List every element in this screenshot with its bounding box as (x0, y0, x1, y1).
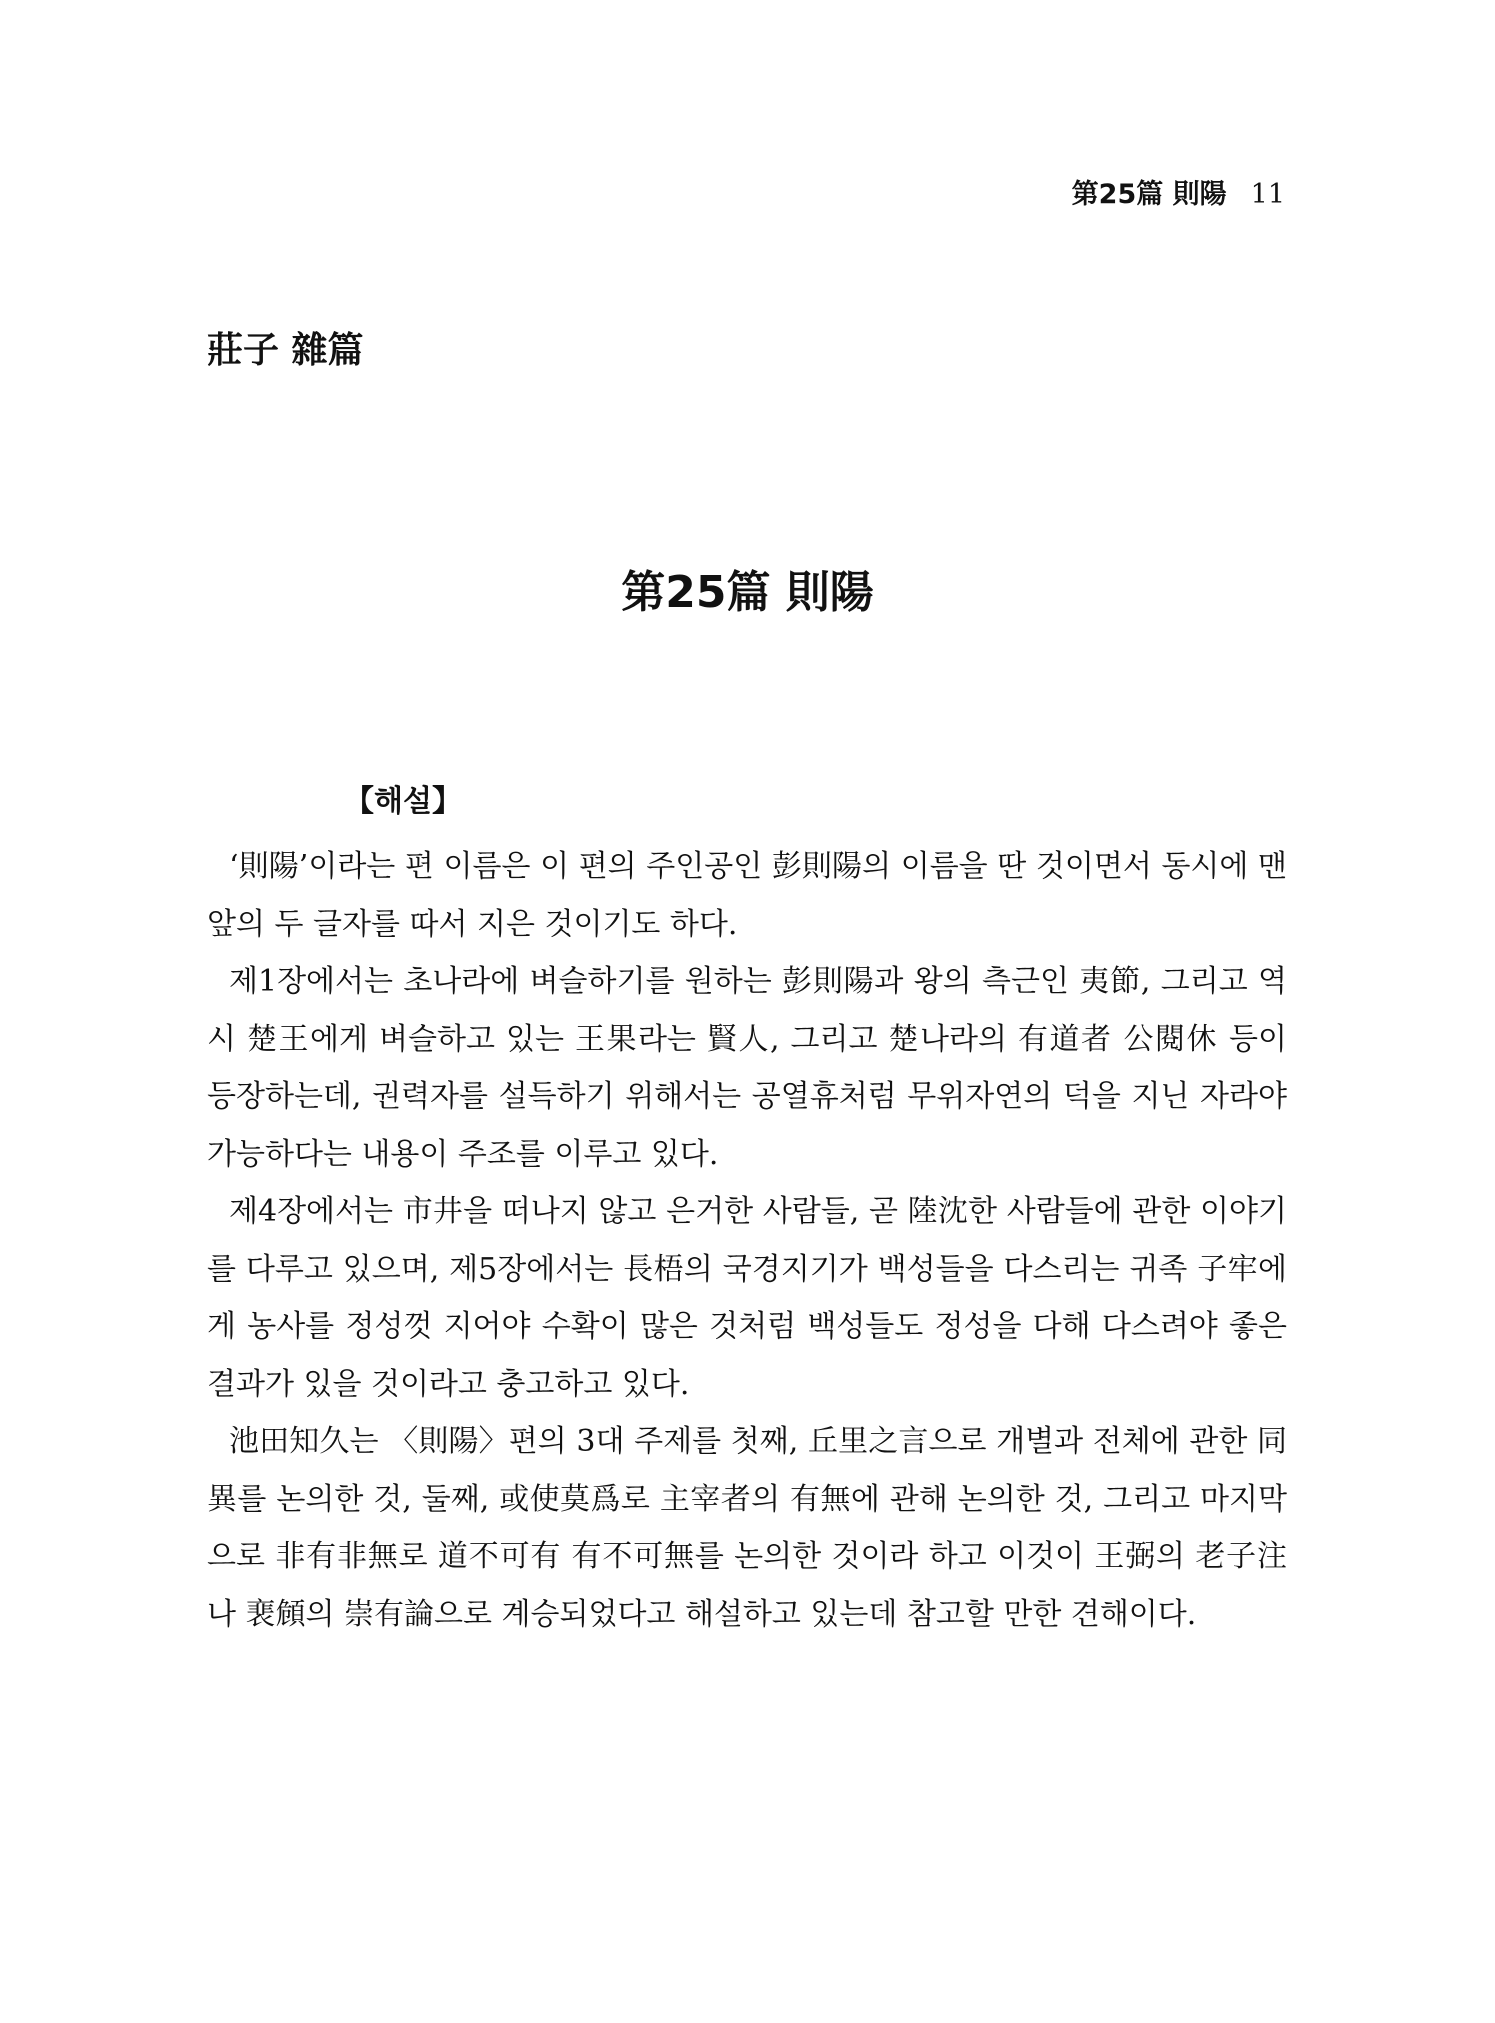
running-header-title: 第25篇 則陽 (1071, 179, 1227, 210)
book-title: 莊子 雜篇 (207, 330, 364, 371)
paragraph-1: ‘則陽’이라는 편 이름은 이 편의 주인공인 彭則陽의 이름을 딴 것이면서 동시에 맨 앞의 두 글자를 따서 지은 것이기도 하다. (207, 849, 1287, 942)
paragraph-3: 제4장에서는 市井을 떠나지 않고 은거한 사람들, 곧 陸沈한 사람들에 관한 이야기를 다루고 있으며, 제5장에서는 長梧의 국경지기가 백성들을 다스리는 귀족 子牢에게 농사를 정성껏 지어야 수확이 많은 것처럼 백성들도 정성을 다해 다스려야 좋은 결과가 있을 것이라고 충고하고 있다. (207, 1194, 1287, 1402)
body-text (207, 838, 1287, 1643)
section-heading: 【해설】 (344, 784, 462, 819)
chapter-title: 第25篇 則陽 (621, 567, 874, 618)
paragraph-2: 제1장에서는 초나라에 벼슬하기를 원하는 彭則陽과 왕의 측근인 夷節, 그리고 역시 楚王에게 벼슬하고 있는 王果라는 賢人, 그리고 楚나라의 有道者 公閱休 등이 등장하는데, 권력자를 설득하기 위해서는 공열휴처럼 무위자연의 덕을 지닌 자라야 가능하다는 내용이 주조를 이루고 있다. (207, 964, 1287, 1172)
paragraph-4: 池田知久는 〈則陽〉편의 3대 주제를 첫째, 丘里之言으로 개별과 전체에 관한 同異를 논의한 것, 둘째, 或使莫爲로 主宰者의 有無에 관해 논의한 것, 그리고 마지막으로 非有非無로 道不可有 有不可無를 논의한 것이라 하고 이것이 王弼의 老子注나 裵頠의 崇有論으로 계승되었다고 해설하고 있는데 참고할 만한 견해이다. (207, 1424, 1287, 1632)
page-number: 11 (1250, 179, 1285, 210)
running-header (1072, 172, 1285, 211)
